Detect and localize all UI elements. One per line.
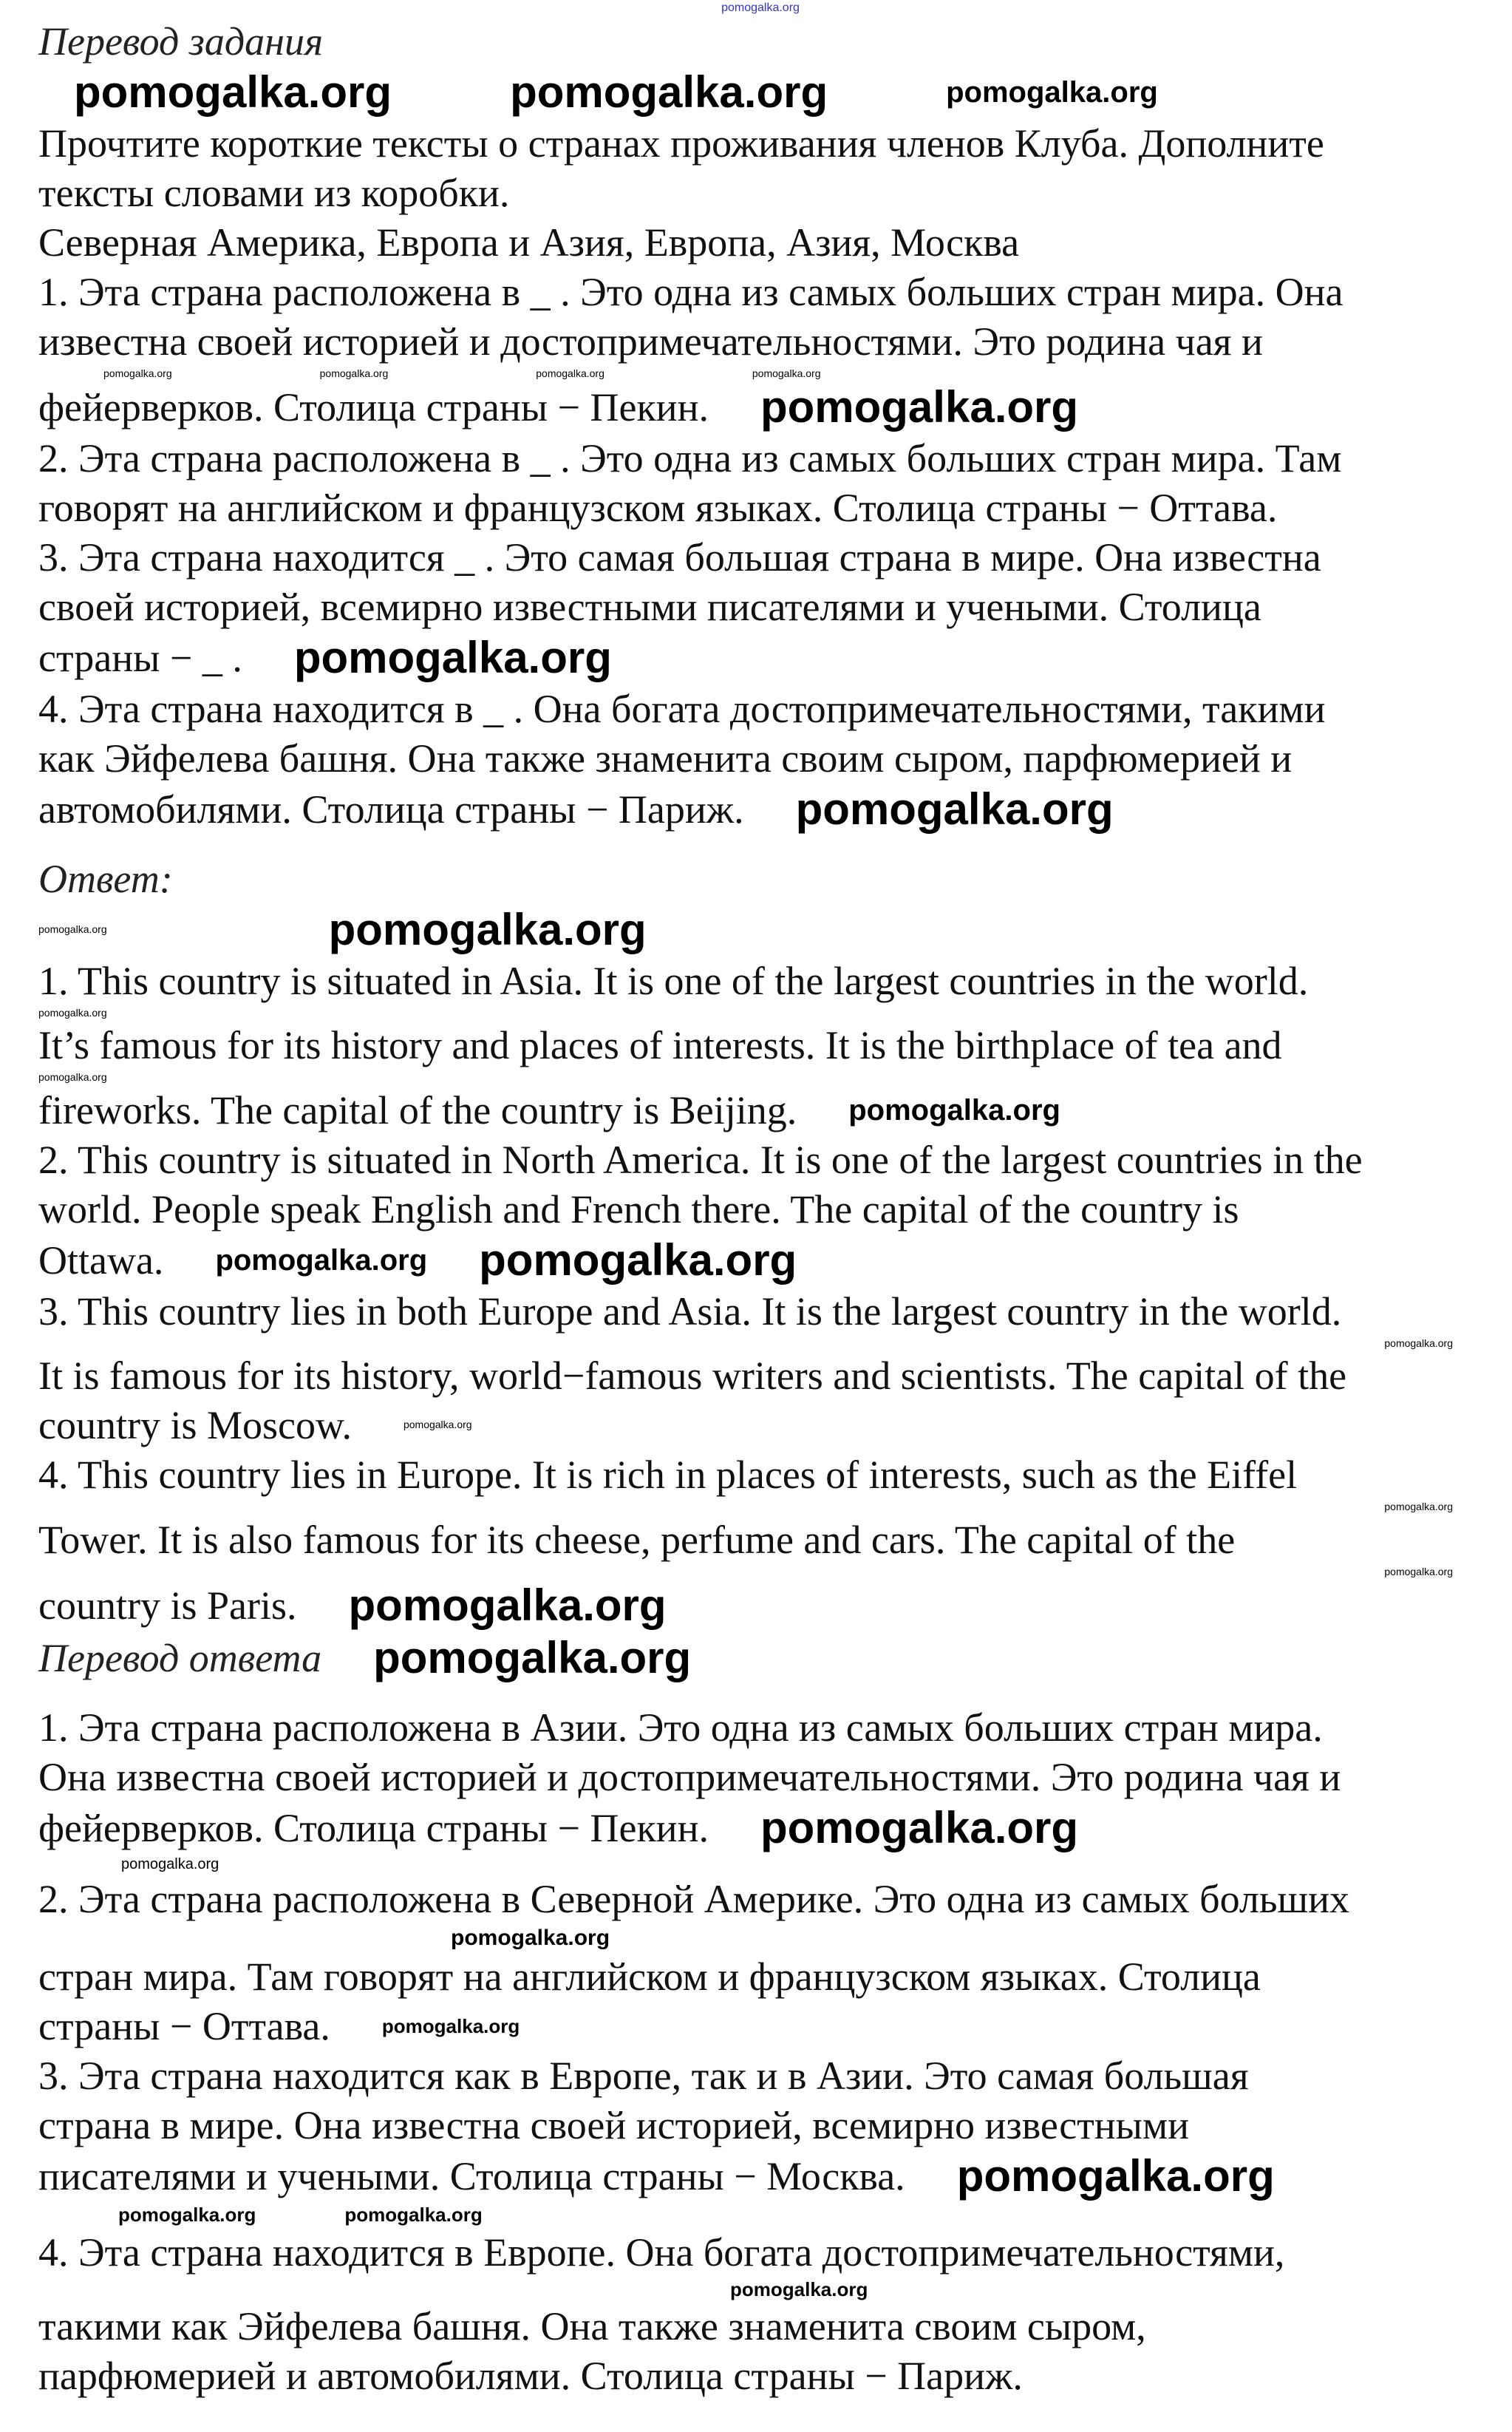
watermark-row	[38, 906, 1482, 954]
watermark: pomogalka.org	[946, 75, 1158, 109]
text-line: такими как Эйфелева башня. Она также знаменита своим сыром,	[38, 2304, 1146, 2349]
watermark: pomogalka.org	[319, 367, 389, 379]
watermark-row	[38, 1856, 1482, 1872]
text-line: автомобилями. Столица страны − Париж.	[38, 787, 744, 832]
text-line: известна своей историей и достопримечательностями. Это родина чая и	[38, 319, 1263, 364]
watermark-row	[38, 1072, 1482, 1083]
watermark-row	[38, 1338, 1482, 1349]
text-line: страны − _ .	[38, 635, 242, 680]
text-line: страна в мире. Она известна своей историей, всемирно известными	[38, 2102, 1190, 2147]
watermark: pomogalka.org	[451, 1925, 610, 1950]
watermark-row	[38, 1501, 1482, 1512]
header-row	[38, 1, 1482, 15]
text-line: Ottawa.	[38, 1237, 164, 1283]
text-line: тексты словами из коробки.	[38, 170, 510, 215]
watermark-row	[38, 2204, 1482, 2226]
watermark: pomogalka.org	[795, 784, 1114, 834]
text-line: 3. Эта страна находится как в Европе, так и в Азии. Это самая большая	[38, 2053, 1249, 2098]
text-line: как Эйфелева башня. Она также знаменита своим сыром, парфюмерией и	[38, 736, 1293, 781]
watermark: pomogalka.org	[760, 1802, 1079, 1852]
watermark: pomogalka.org	[1384, 1501, 1453, 1513]
text-line: Tower. It is also famous for its cheese, perfume and cars. The capital of the	[38, 1517, 1236, 1562]
watermark-row	[38, 68, 1482, 117]
watermark: pomogalka.org	[293, 632, 612, 682]
watermark: pomogalka.org	[1384, 1336, 1453, 1349]
watermark: pomogalka.org	[103, 367, 172, 379]
section-heading-answer-translation: Перевод ответа	[38, 1635, 322, 1680]
watermark: pomogalka.org	[403, 1419, 472, 1431]
watermark-row	[38, 1926, 1482, 1950]
text-line: 3. Эта страна находится _ . Это самая большая страна в мире. Она известна	[38, 534, 1321, 580]
word-box: Северная Америка, Европа и Азия, Европа, Азия, Москва	[38, 220, 1020, 265]
text-line: 1. Эта страна расположена в Азии. Это одна из самых больших стран мира.	[38, 1705, 1323, 1750]
text-line: 1. Эта страна расположена в _ . Это одна из самых больших стран мира. Она	[38, 269, 1344, 314]
text-line: world. People speak English and French there. The capital of the country is	[38, 1186, 1239, 1232]
section-heading-task-translation: Перевод задания	[38, 18, 324, 64]
header-watermark: pomogalka.org	[721, 1, 800, 14]
text-row	[38, 1581, 1482, 1630]
watermark: pomogalka.org	[38, 923, 107, 936]
text-line: country is Moscow.	[38, 1403, 352, 1448]
text-line: 2. Эта страна расположена в _ . Это одна из самых больших стран мира. Там	[38, 435, 1342, 480]
text-line: country is Paris.	[38, 1583, 297, 1628]
watermark-row	[38, 368, 1482, 379]
watermark: pomogalka.org	[373, 1632, 692, 1682]
text-line: 3. This country lies in both Europe and Asia. It is the largest country in the world.	[38, 1288, 1342, 1334]
text-line: 2. This country is situated in North America. It is one of the largest countries in the	[38, 1137, 1363, 1182]
watermark: pomogalka.org	[760, 381, 1079, 432]
text-row	[38, 1804, 1482, 1852]
text-line: стран мира. Там говорят на английском и французском языках. Столица	[38, 1954, 1261, 1999]
text-line: говорят на английском и французском языках. Столица страны − Оттава.	[38, 485, 1278, 530]
watermark: pomogalka.org	[479, 1234, 797, 1285]
watermark: pomogalka.org	[510, 67, 828, 117]
text-row	[38, 785, 1482, 834]
watermark-row	[38, 1008, 1482, 1019]
text-row	[38, 634, 1482, 682]
watermark-row	[38, 1566, 1482, 1577]
watermark: pomogalka.org	[1384, 1565, 1453, 1577]
watermark: pomogalka.org	[74, 67, 392, 117]
text-row	[38, 1402, 1482, 1448]
watermark: pomogalka.org	[38, 1006, 107, 1019]
text-line: своей историей, всемирно известными писателями и учеными. Столица	[38, 584, 1261, 629]
text-row	[38, 1236, 1482, 1285]
watermark: pomogalka.org	[848, 1093, 1060, 1127]
watermark-row	[38, 2279, 1482, 2300]
text-line: 4. Эта страна находится в _ . Она богата достопримечательностями, такими	[38, 686, 1326, 731]
text-line: It is famous for its history, world−famous writers and scientists. The capital of the	[38, 1353, 1347, 1399]
text-line: Прочтите короткие тексты о странах проживания членов Клуба. Дополните	[38, 120, 1324, 166]
text-line: 4. Эта страна находится в Европе. Она богата достопримечательностями,	[38, 2229, 1285, 2275]
text-row	[38, 383, 1482, 432]
text-line: 1. This country is situated in Asia. It is one of the largest countries in the world.	[38, 958, 1309, 1003]
text-row	[38, 2152, 1482, 2201]
text-line: Она известна своей историей и достопримечательностями. Это родина чая и	[38, 1754, 1341, 1799]
text-line: фейерверков. Столица страны − Пекин.	[38, 1805, 709, 1850]
text-line: 2. Эта страна расположена в Северной Америке. Это одна из самых больших	[38, 1876, 1349, 1921]
text-line: 4. This country lies in Europe. It is rich in places of interests, such as the Eiffel	[38, 1453, 1298, 1498]
text-line: фейерверков. Столица страны − Пекин.	[38, 384, 709, 429]
watermark: pomogalka.org	[38, 1071, 107, 1084]
text-line: парфюмерией и автомобилями. Столица страны − Париж.	[38, 2354, 1023, 2399]
watermark: pomogalka.org	[121, 1855, 219, 1872]
watermark: pomogalka.org	[381, 2014, 520, 2037]
text-row	[38, 1087, 1482, 1133]
watermark: pomogalka.org	[344, 2203, 483, 2226]
watermark: pomogalka.org	[328, 904, 647, 954]
section-heading-answer: Ответ:	[38, 856, 173, 901]
text-row	[38, 2003, 1482, 2049]
text-line: fireworks. The capital of the country is Beijing.	[38, 1087, 797, 1132]
watermark: pomogalka.org	[752, 367, 821, 379]
watermark: pomogalka.org	[536, 367, 605, 379]
watermark: pomogalka.org	[118, 2203, 256, 2226]
text-row	[38, 1634, 1482, 1682]
text-line: писателями и учеными. Столица страны − Москва.	[38, 2153, 905, 2198]
text-line: It’s famous for its history and places of interests. It is the birthplace of tea and	[38, 1023, 1282, 1068]
text-line: страны − Оттава.	[38, 2003, 330, 2048]
watermark: pomogalka.org	[348, 1580, 667, 1630]
watermark: pomogalka.org	[956, 2150, 1275, 2201]
watermark: pomogalka.org	[215, 1243, 428, 1277]
watermark: pomogalka.org	[730, 2278, 868, 2300]
